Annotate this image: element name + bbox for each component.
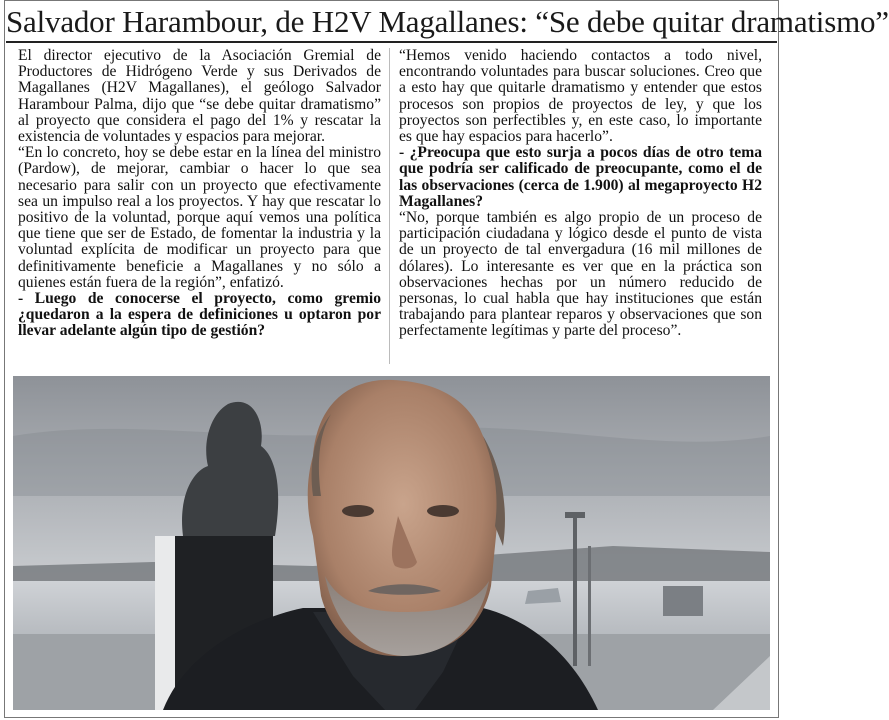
lamp-head-1: [565, 512, 585, 518]
monument-side-panel: [155, 536, 175, 710]
article-column-right: [399, 48, 762, 340]
kiosk: [663, 586, 703, 616]
paragraph-intro: El director ejecutivo de la Asociación Gremial de Productores de Hidrógeno Verde y sus Derivados de Magallanes (H2V Magallanes), el geólogo Salvador Harambour Palma, dijo que “se debe quitar dramatismo” al proyecto que considera el pago del 1% y rescatar la existencia de voluntades y espacios para mejorar.: [18, 47, 381, 146]
column-divider: [389, 48, 390, 364]
paragraph-quote-1: “En lo concreto, hoy se debe estar en la línea del ministro (Pardow), de mejorar, cambiar o hacer lo que sea necesario para salir con un proyecto que efectivamente sea un impulso real a los proyectos. Y hay que rescatar lo positivo de la voluntad, porque aquí vemos una política que tiene que ser de Estado, de fomentar la industria y la voluntad explícita de modificar un proyecto para que definitivamente beneficie a Magallanes y no sólo a quienes están fuera de la región”, enfatizó.: [18, 144, 381, 291]
portrait-photo: [13, 376, 770, 710]
question-2: - ¿Preocupa que esto surja a pocos días de otro tema que podría ser calificado de preocupante, como el de las observaciones (cerca de 1.900) al megaproyecto H2 Magallanes?: [399, 144, 762, 210]
eye-left: [342, 505, 374, 517]
article-photo: [13, 376, 770, 710]
lamp-post-1: [573, 516, 577, 666]
paragraph-answer-1: “Hemos venido haciendo contactos a todo nivel, encontrando voluntades para buscar soluciones. Creo que a esto hay que quitarle dramatismo y entender que estos procesos son propios de proyectos de ley, y que los proyectos son perfectibles y, en este caso, lo importante es que hay espacios para hacerlo”.: [399, 47, 762, 146]
eye-right: [427, 505, 459, 517]
lamp-post-2: [588, 546, 591, 666]
article-headline: Salvador Harambour, de H2V Magallanes: “Se debe quitar dramatismo”: [6, 4, 889, 39]
article-column-left: [18, 48, 381, 340]
question-1: - Luego de conocerse el proyecto, como gremio ¿quedaron a la espera de definiciones u optaron por llevar adelante algún tipo de gestión?: [18, 290, 381, 340]
headline-rule: [6, 41, 777, 43]
paragraph-answer-2: “No, porque también es algo propio de un proceso de participación ciudadana y lógico desde el punto de vista de un proyecto de tal envergadura (16 mil millones de dólares). Lo interesante es ver que en la práctica son observaciones hechas por un número reducido de personas, lo cual habla que hay instituciones que están trabajando para plantear reparos y observaciones que son perfectamente legítimas y parte del proceso”.: [399, 209, 762, 340]
